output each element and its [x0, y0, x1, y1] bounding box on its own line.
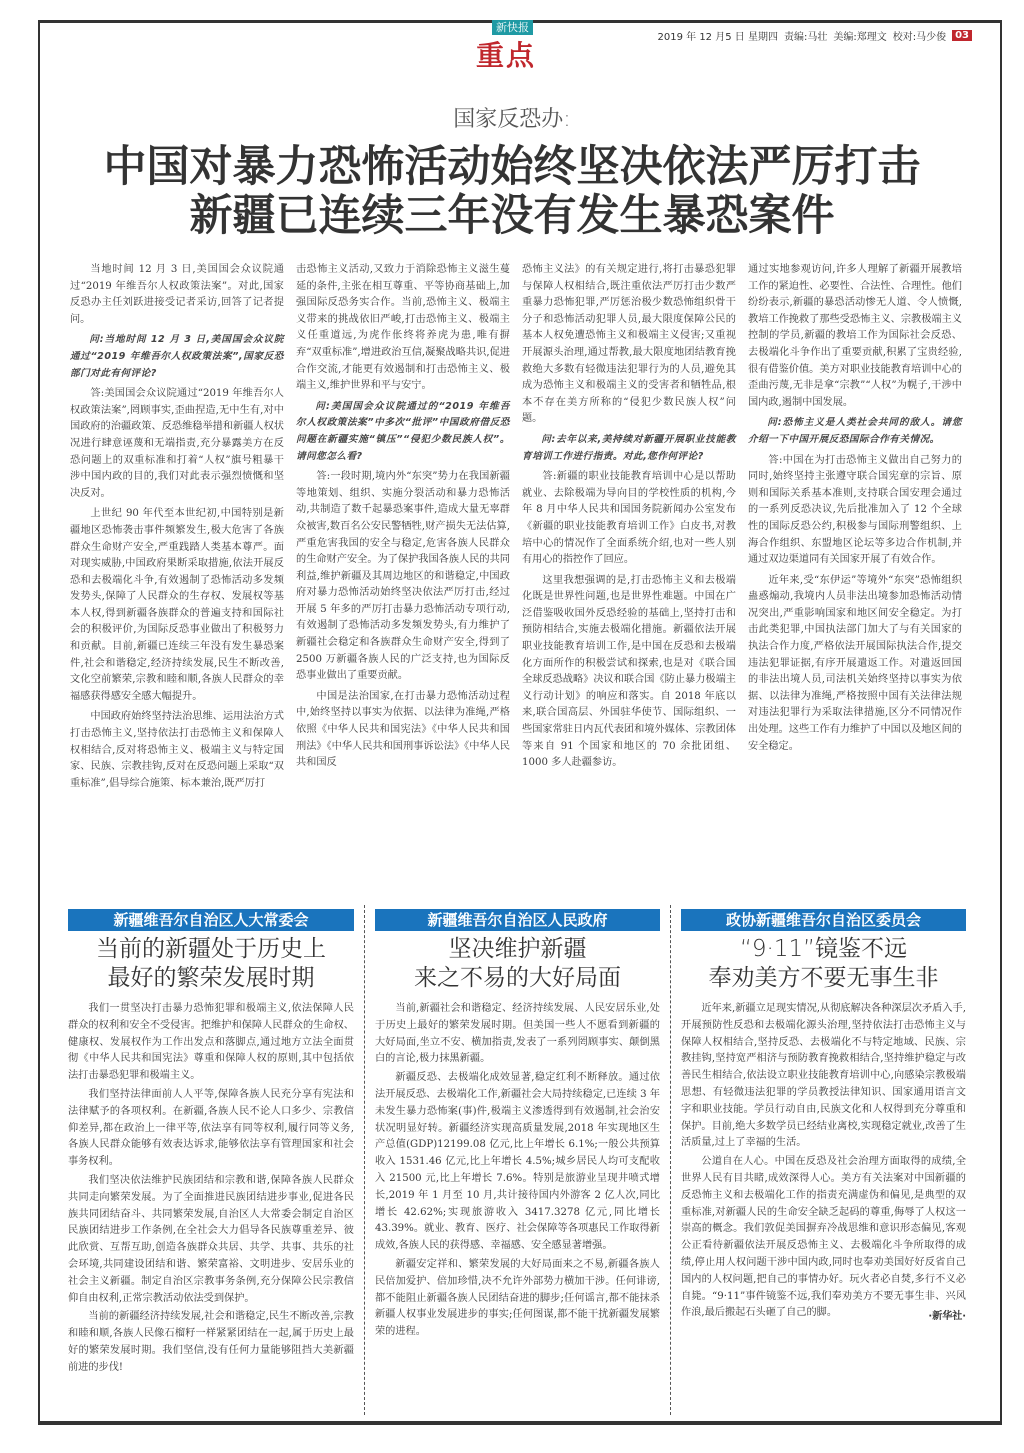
article-column — [742, 262, 968, 796]
sidebar-title-line-1: 坚决维护新疆 — [448, 936, 587, 962]
article-paragraph: 中国是法治国家,在打击暴力恐怖活动过程中,始终坚持以事实为依据、以法律为准绳,严格依照《中华人民共和国宪法》《中华人民共和国刑法》《中华人民共和国刑事诉讼法》《中华人民共和国反 — [296, 690, 510, 769]
page-meta — [658, 28, 972, 43]
sidebar-body — [68, 1001, 354, 1377]
article-paragraph: 当地时间 12 月 3 日,美国国会众议院通过“2019 年维吾尔人权政策法案”。对此,国家反恐办主任刘跃进接受记者采访,回答了记者提问。 — [70, 264, 284, 325]
editor-credit: 责编:马壮 — [783, 32, 828, 43]
issue-date: 2019 年 12 月5 日 星期四 — [657, 32, 778, 43]
sidebar-source-tag: 新疆维吾尔自治区人民政府 — [375, 909, 660, 931]
page-number: 03 — [952, 30, 972, 41]
sidebar-source-tag: 新疆维吾尔自治区人大常委会 — [68, 909, 354, 931]
article-column — [516, 262, 742, 796]
sidebar-title-line-1: “9·11”镜鉴不远 — [739, 936, 908, 962]
sidebar-paragraph: 我们坚决依法维护民族团结和宗教和谐,保障各族人民群众共同走向繁荣发展。为了全面推进民族团结进步事业,促进各民族共同团结奋斗、共同繁荣发展,自治区人大常委会制定自治区民族团结进步工作条例,在全社会大力倡导各民族尊重差异、彼此欣赏、互帮互助,创造各族群众共居、共学、共事、共乐的社会环境,共同建设团结和谐、繁荣富裕、文明进步、安居乐业的社会主义新疆。制定自治区宗教事务条例,充分保障公民宗教信仰自由权利,正常宗教活动依法受到保护。 — [68, 1174, 354, 1304]
sidebar-box — [58, 905, 364, 1415]
interview-question: 问:恐怖主义是人类社会共同的敌人。请您介绍一下中国开展反恐国际合作有关情况。 — [748, 417, 962, 445]
newspaper-logo: 新快报 — [492, 20, 533, 35]
article-paragraph: 这里我想强调的是,打击恐怖主义和去极端化既是世界性问题,也是世界性难题。中国在广泛借鉴吸收国外反恐经验的基础上,坚持打击和预防相结合,实施去极端化措施。新疆依法开展职业技能教育培训工作,是中国在反恐和去极端化方面所作的积极尝试和探索,也是对《联合国全球反恐战略》决议和联合国《防止暴力极端主义行动计划》的响应和落实。自 2018 年底以来,联合国高层、外国驻华使节、国际组织、一些国家常驻日内瓦代表团和境外媒体、宗教团体等来自 91 个国家和地区的 70 余批团组、1000 多人赴疆参访。 — [522, 574, 736, 769]
sidebar-paragraph: 公道自在人心。中国在反恐及社会治理方面取得的成绩,全世界人民有目共睹,成效深得人心。美方有关法案对中国新疆的反恐怖主义和去极端化工作的指责充满虚伪和偏见,是典型的双重标准,对新疆人民的生命安全缺乏起码的尊重,侮辱了人权这一崇高的概念。我们敦促美国摒弃冷战思维和意识形态偏见,客观公正看待新疆依法开展反恐怖主义、去极端化斗争所取得的成绩,停止用人权问题干涉中国内政,同时也奉劝美国好好反省自己国内的人权问题,把自己的事情办好。玩火者必自焚,多行不义必自毙。“9·11”事件镜鉴不远,我们奉劝美方不要无事生非、兴风作浪,最后搬起石头砸了自己的脚。 — [681, 1156, 966, 1319]
sidebar-paragraph: 我们一贯坚决打击暴力恐怖犯罪和极端主义,依法保障人民群众的权利和安全不受侵害。把维护和保障人民群众的生命权、健康权、发展权作为工作出发点和落脚点,通过地方立法全面贯彻《中华人民共和国宪法》尊重和保障人权的原则,其中包括依法打击暴恐犯罪和极端主义。 — [68, 1003, 354, 1082]
headline-line-1: 中国对暴力恐怖活动始终坚决依法严厉打击 — [103, 142, 921, 192]
article-paragraph: 通过实地参观访问,许多人理解了新疆开展教培工作的紧迫性、必要性、合法性、合理性。他们纷纷表示,新疆的暴恐活动惨无人道、令人愤慨,教培工作挽救了那些受恐怖主义、宗教极端主义控制的学员,新疆的教培工作为国际社会反恐、去极端化斗争作出了重要贡献,积累了宝贵经验,很有借鉴价值。美方对职业技能教育培训中心的歪曲污蔑,无非是拿“宗教”“人权”为幌子,干涉中国内政,遏制中国发展。 — [748, 264, 962, 408]
sidebar-paragraph: 当前,新疆社会和谐稳定、经济持续发展、人民安居乐业,处于历史上最好的繁荣发展时期。但美国一些人不愿看到新疆的大好局面,坐立不安、横加指责,发表了一系列罔顾事实、颠倒黑白的言论,极力抹黑新疆。 — [375, 1003, 660, 1065]
article-paragraph: 近年来,受“东伊运”等境外“东突”恐怖组织蛊惑煽动,我境内人员非法出境参加恐怖活动情况突出,严重影响国家和地区间安全稳定。为打击此类犯罪,中国执法部门加大了与有关国家的执法合作力度,严格依法开展国际执法合作,提交违法犯罪证据,有序开展遣返工作。对遣返回国的非法出境人员,司法机关始终坚持以事实为依据、以法律为准绳,严格按照中国有关法律法规对违法犯罪行为采取法律措施,区分不同情况作出处理。这些工作有力维护了中国以及地区间的安全稳定。 — [748, 574, 962, 752]
headline-line-2: 新疆已连续三年没有发生暴恐案件 — [189, 191, 835, 241]
interview-question: 问:去年以来,美持续对新疆开展职业技能教育培训工作进行指责。对此,您作何评论? — [522, 433, 736, 462]
sidebar-body — [681, 1001, 966, 1322]
article-paragraph: 答:新疆的职业技能教育培训中心是以帮助就业、去除极端为导向目的学校性质的机构,今年 8 月中华人民共和国国务院新闻办公室发布《新疆的职业技能教育培训工作》白皮书,对教培中心的情况作了全面系统介绍,也对一些人别有用心的指控作了回应。 — [522, 471, 736, 566]
article-column — [290, 262, 516, 796]
article-paragraph: 上世纪 90 年代至本世纪初,中国特别是新疆地区恐怖袭击事件频繁发生,极大危害了各族群众生命财产安全,严重践踏人类基本尊严。面对现实威胁,中国政府果断采取措施,依法开展反恐和去极端化斗争,有效遏制了恐怖活动多发频发势头,保障了人民群众的生存权、发展权等基本人权,得到新疆各族群众的普遍支持和国际社会的积极评价,为国际反恐事业做出了积极努力和贡献。目前,新疆已连续三年没有发生暴恐案件,社会和谐稳定,经济持续发展,民生不断改善,文化空前繁荣,宗教和睦和顺,各族人民群众的幸福感获得感安全感大幅提升。 — [70, 508, 284, 702]
sidebar-source-tag: 政协新疆维吾尔自治区委员会 — [681, 909, 966, 931]
headline-kicker: 国家反恐办: — [453, 107, 571, 132]
article-paragraph: 击恐怖主义活动,又致力于消除恐怖主义滋生蔓延的条件,主张在相互尊重、平等协商基础上,加强国际反恐务实合作。当前,恐怖主义、极端主义带来的挑战依旧严峻,打击恐怖主义、极端主义任重道远,为虎作伥终将养虎为患,唯有摒弃“双重标准”,增进政治互信,凝聚战略共识,促进合作交流,才能更有效遏制和打击恐怖主义、极端主义,维护世界和平与安宁。 — [296, 264, 510, 392]
proofreader-credit: 校对:马少俊 — [892, 32, 947, 43]
sidebar-title-line-1: 当前的新疆处于历史上 — [96, 936, 326, 962]
article-column — [64, 262, 290, 796]
interview-question: 问:当地时间 12 月 3 日,美国国会众议院通过“2019 年维吾尔人权政策法案”,国家反恐部门对此有何评论? — [70, 334, 284, 379]
sidebar-box — [364, 905, 670, 1415]
sidebar-paragraph: 新疆反恐、去极端化成效显著,稳定红利不断释放。通过依法开展反恐、去极端化工作,新疆社会大局持续稳定,已连续 3 年未发生暴力恐怖案(事)件,极端主义渗透得到有效遏制,社会治安状况明显好转。新疆经济实现高质量发展,2018 年实现地区生产总值(GDP)12199.08 亿元,比上年增长 6.1%;一般公共预算收入 1531.46 亿元,比上年增长 4.5%;城乡居民人均可支配收入 21500 元,比上年增长 7.6%。特别是旅游业呈现井喷式增长,2019 年 1 月至 10 月,共计接待国内外游客 2 亿人次,同比增长 42.62%;实现旅游收入 3417.3278 亿元,同比增长 43.39%。就业、教育、医疗、社会保障等各项惠民工作取得新成效,各族人民的获得感、幸福感、安全感显著增强。 — [375, 1072, 660, 1252]
designer-credit: 美编:郑理文 — [833, 32, 887, 43]
sidebar-title-line-2: 来之不易的大好局面 — [414, 965, 621, 991]
byline: ·新华社· — [928, 1311, 966, 1323]
article-paragraph: 中国政府始终坚持法治思维、运用法治方式打击恐怖主义,坚持依法打击恐怖主义和保障人权相结合,反对将恐怖主义、极端主义与特定国家、民族、宗教挂钩,反对在反恐问题上采取“双重标准”,倡导综合施策、标本兼治,既严厉打 — [70, 711, 284, 789]
article-paragraph: 答:美国国会众议院通过“2019 年维吾尔人权政策法案”,罔顾事实,歪曲捏造,无中生有,对中国政府的治疆政策、反恐维稳举措和新疆人权状况进行肆意诬蔑和无端指责,充分暴露美方在反恐问题上的双重标准和打着“人权”旗号粗暴干涉中国内政的目的,我们对此表示强烈愤慨和坚决反对。 — [70, 388, 284, 499]
sidebar-title-line-2: 奉劝美方不要无事生非 — [708, 965, 939, 991]
sidebar-body — [375, 1001, 660, 1341]
article-paragraph: 答:中国在为打击恐怖主义做出自己努力的同时,始终坚持主张遵守联合国宪章的宗旨、原则和国际关系基本准则,支持联合国安理会通过的一系列反恐决议,先后批准加入了 12 个全球性的国际反恐公约,积极参与国际刑警组织、上海合作组织、东盟地区论坛等多边合作机制,并通过双边渠道同有关国家开展了有效合作。 — [748, 454, 962, 566]
article-paragraph: 恐怖主义法》的有关规定进行,将打击暴恐犯罪与保障人权相结合,既注重依法严厉打击少数严重暴力恐怖犯罪,严厉惩治极少数恐怖组织骨干分子和恐怖活动犯罪人员,最大限度保障公民的基本人权免遭恐怖主义和极端主义侵害;又重视开展源头治理,通过帮教,最大限度地团结教育挽救绝大多数有轻微违法犯罪行为的人员,避免其成为恐怖主义和极端主义的受害者和牺牲品,根本不存在美方所称的“侵犯少数民族人权”问题。 — [522, 264, 736, 425]
sidebar-paragraph: 当前的新疆经济持续发展,社会和谐稳定,民生不断改善,宗教和睦和顺,各族人民像石榴籽一样紧紧团结在一起,属于历史上最好的繁荣发展时期。我们坚信,没有任何力量能够阻挡大美新疆前进的步伐! — [68, 1311, 354, 1373]
sidebar-paragraph: 新疆安定祥和、繁荣发展的大好局面来之不易,新疆各族人民倍加爱护、倍加珍惜,决不允许外部势力横加干涉。任何诽谤,都不能阻止新疆各族人民团结奋进的脚步;任何谣言,都不能抹杀新疆人权事业发展进步的事实;任何图谋,都不能干扰新疆发展繁荣的进程。 — [375, 1258, 660, 1338]
article-paragraph: 答:一段时期,境内外“东突”势力在我国新疆等地策划、组织、实施分裂活动和暴力恐怖活动,共制造了数千起暴恐案事件,造成大量无辜群众被害,数百名公安民警牺牲,财产损失无法估算,严重危害我国的安全与稳定,危害各族人民群众的生命财产安全。为了保护我国各族人民的共同利益,维护新疆及其周边地区的和谐稳定,中国政府对暴力恐怖活动始终坚决依法严厉打击,经过开展 5 年多的严厉打击暴力恐怖活动专项行动,有效遏制了恐怖活动多发频发势头,有力维护了新疆社会稳定和各族群众生命财产安全,得到了 2500 万新疆各族人民的广泛支持,也为国际反恐事业做出了重要贡献。 — [296, 471, 510, 682]
interview-question: 问:美国国会众议院通过的“2019 年维吾尔人权政策法案”中多次“批评”中国政府借反恐问题在新疆实施“镇压”“侵犯少数民族人权”。请问您怎么看? — [296, 400, 510, 462]
sidebar-paragraph: 我们坚持法律面前人人平等,保障各族人民充分享有宪法和法律赋予的各项权利。在新疆,各族人民不论人口多少、宗教信仰差异,都在政治上一律平等,依法享有同等权利,履行同等义务,各族人民群众能够有效表达诉求,能够依法享有管理国家和社会事务权利。 — [68, 1088, 354, 1168]
main-article — [64, 262, 970, 796]
sidebar-paragraph: 近年来,新疆立足现实情况,从彻底解决各种深层次矛盾入手,开展预防性反恐和去极端化源头治理,坚持依法打击恐怖主义与保障人权相结合,坚持反恐、去极端化不与特定地域、民族、宗教挂钩,坚持宽严相济与预防教育挽救相结合,坚持维护稳定与改善民生相结合,依法设立职业技能教育培训中心,向感染宗教极端思想、有轻微违法犯罪的学员教授法律知识、国家通用语言文字和职业技能。学员行动自由,民族文化和人权得到充分尊重和保护。目前,绝大多数学员已经结业离校,实现稳定就业,改善了生活质量,过上了幸福的生活。 — [681, 1003, 966, 1149]
sidebar-box — [670, 905, 976, 1415]
sidebar-section — [58, 905, 978, 1415]
section-title: 重点 — [476, 39, 537, 72]
sidebar-title-line-2: 最好的繁荣发展时期 — [107, 965, 315, 991]
